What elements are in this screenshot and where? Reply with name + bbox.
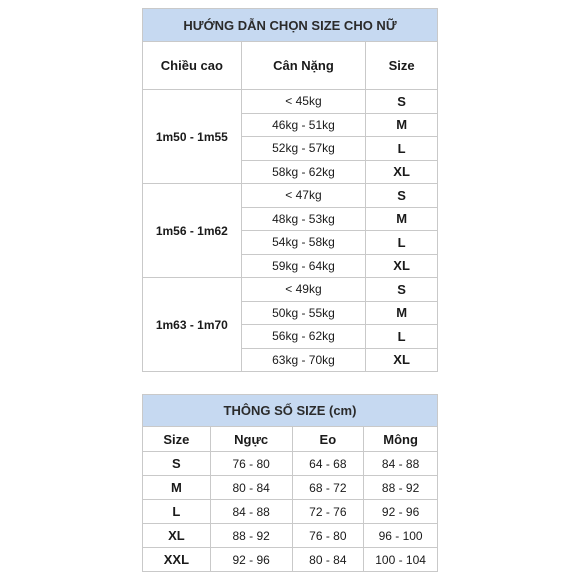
height-range: 1m50 - 1m55 — [143, 90, 242, 184]
header-weight: Cân Nặng — [241, 42, 366, 90]
weight-range: 59kg - 64kg — [241, 254, 366, 278]
size-value: S — [366, 184, 438, 208]
weight-range: 63kg - 70kg — [241, 348, 366, 372]
weight-range: 54kg - 58kg — [241, 231, 366, 255]
size-specs-table — [142, 394, 438, 572]
size-value: L — [366, 137, 438, 161]
spec-size: S — [143, 452, 211, 476]
weight-range: 58kg - 62kg — [241, 160, 366, 184]
size-value: S — [366, 90, 438, 114]
size-specs-title: THÔNG SỐ SIZE (cm) — [143, 395, 438, 427]
spec-header-waist: Eo — [292, 427, 364, 452]
weight-range: < 49kg — [241, 278, 366, 302]
size-value: M — [366, 301, 438, 325]
header-height: Chiều cao — [143, 42, 242, 90]
spec-size: XXL — [143, 548, 211, 572]
size-value: XL — [366, 254, 438, 278]
spec-waist: 76 - 80 — [292, 524, 364, 548]
table-row — [143, 90, 438, 114]
spec-hip: 88 - 92 — [364, 476, 438, 500]
height-range: 1m63 - 1m70 — [143, 278, 242, 372]
size-guide-title: HƯỚNG DẪN CHỌN SIZE CHO NỮ — [143, 9, 438, 42]
size-guide-body — [143, 90, 438, 372]
weight-range: 56kg - 62kg — [241, 325, 366, 349]
spec-hip: 84 - 88 — [364, 452, 438, 476]
spec-bust: 92 - 96 — [210, 548, 292, 572]
weight-range: 46kg - 51kg — [241, 113, 366, 137]
weight-range: 50kg - 55kg — [241, 301, 366, 325]
spec-header-bust: Ngực — [210, 427, 292, 452]
spec-hip: 100 - 104 — [364, 548, 438, 572]
spec-hip: 92 - 96 — [364, 500, 438, 524]
spec-header-hip: Mông — [364, 427, 438, 452]
spec-waist: 64 - 68 — [292, 452, 364, 476]
women-size-guide-table — [142, 8, 438, 372]
spec-bust: 88 - 92 — [210, 524, 292, 548]
spec-bust: 80 - 84 — [210, 476, 292, 500]
header-size: Size — [366, 42, 438, 90]
spec-bust: 84 - 88 — [210, 500, 292, 524]
table-row — [143, 184, 438, 208]
table-row — [143, 452, 438, 476]
size-value: XL — [366, 160, 438, 184]
table-row — [143, 548, 438, 572]
size-value: M — [366, 113, 438, 137]
spec-size: L — [143, 500, 211, 524]
size-value: M — [366, 207, 438, 231]
weight-range: 48kg - 53kg — [241, 207, 366, 231]
size-value: S — [366, 278, 438, 302]
spec-waist: 68 - 72 — [292, 476, 364, 500]
table-row — [143, 278, 438, 302]
height-range: 1m56 - 1m62 — [143, 184, 242, 278]
weight-range: < 47kg — [241, 184, 366, 208]
table-row — [143, 524, 438, 548]
spec-header-size: Size — [143, 427, 211, 452]
spec-bust: 76 - 80 — [210, 452, 292, 476]
size-value: XL — [366, 348, 438, 372]
table-row — [143, 500, 438, 524]
size-value: L — [366, 325, 438, 349]
weight-range: < 45kg — [241, 90, 366, 114]
spec-size: M — [143, 476, 211, 500]
size-value: L — [366, 231, 438, 255]
size-specs-body — [143, 452, 438, 572]
spec-hip: 96 - 100 — [364, 524, 438, 548]
weight-range: 52kg - 57kg — [241, 137, 366, 161]
spec-waist: 80 - 84 — [292, 548, 364, 572]
spec-size: XL — [143, 524, 211, 548]
table-row — [143, 476, 438, 500]
spec-waist: 72 - 76 — [292, 500, 364, 524]
